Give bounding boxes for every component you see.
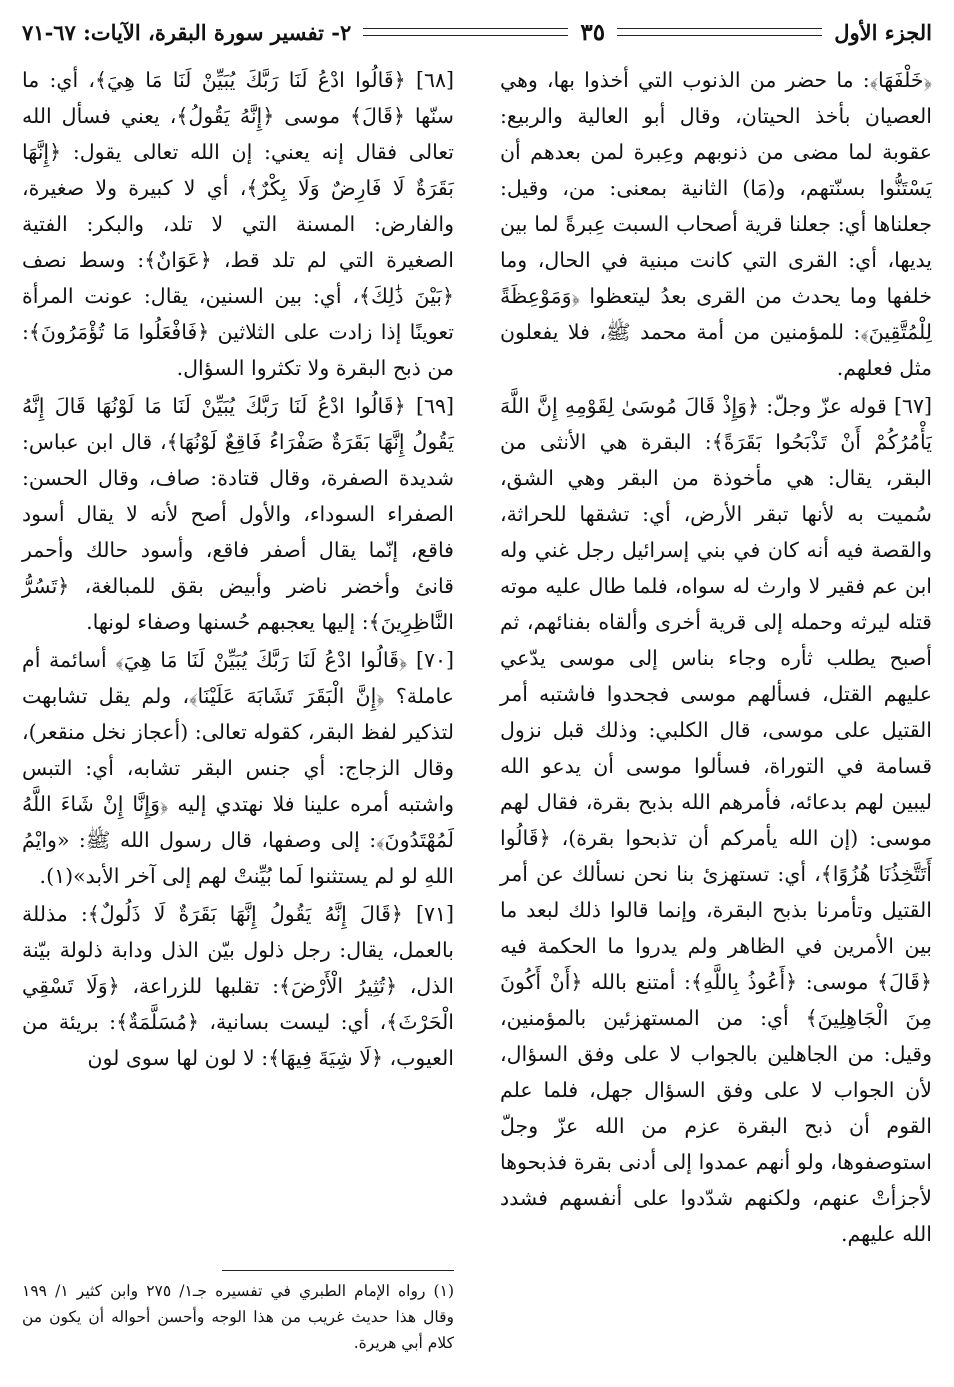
paragraph: [٧١] ﴿قَالَ إِنَّهُ يَقُولُ إِنَّهَا بَقَرَةٌ لَا ذَلُولٌ﴾: مذللة بالعمل، يقال: رجل ذلول بيّن الذل ودابة ذلولة بيّنة الذل، ﴿تُثِيرُ الْأَرْضَ﴾: تقلبها للزراعة، ﴿وَلَا تَسْقِي الْحَرْثَ﴾، أي: ليست بسانية، ﴿مُسَلَّمَةٌ﴾: بريئة من العيوب، ﴿لَا شِيَةَ فِيهَا﴾: لا لون لها سوى لون <box>22 902 454 1070</box>
section-title: ٢- تفسير سورة البقرة، الآيات: ٦٧-٧١ <box>22 19 352 45</box>
header-rule-left <box>363 28 568 36</box>
right-text-column <box>500 62 932 1362</box>
volume-part-label: الجزء الأول <box>834 19 932 45</box>
footnote: (١) رواه الإمام الطبري في تفسيره جـ١/ ٢٧٥ وابن كثير ١/ ١٩٩ وقال هذا حديث غريب من هذا الوجه وأحسن أحواله أن يكون من كلام أبي هريرة. <box>22 1282 454 1352</box>
paragraph: ﴿خَلْفَهَا﴾: ما حضر من الذنوب التي أخذوا بها، وهي العصيان بأخذ الحيتان، وقال أبو العالية والربيع: عقوبة لما مضى من ذنوبهم وعِبرة لمن بعدهم أن يَسْتَنُّوا بسنّتهم، و(مَا) الثانية بمعنى: من، وقيل: جعلناها أي: جعلنا قرية أصحاب السبت عِبرةً لما بين يديها، أي: القرى التي كانت مبنية في الحال، وما خلفها وما يحدث من القرى بعدُ ليتعظوا ﴿وَمَوْعِظَةً لِلْمُتَّقِينَ﴾: للمؤمنين من أمة محمد ﷺ، فلا يفعلون مثل فعلهم. <box>500 68 932 380</box>
paragraph: [٧٠] ﴿قَالُوا ادْعُ لَنَا رَبَّكَ يُبَيِّنْ لَنَا مَا هِيَ﴾ أسائمة أم عاملة؟ ﴿إِنَّ الْبَقَرَ تَشَابَهَ عَلَيْنَا﴾، ولم يقل تشابهت لتذكير لفظ البقر، كقوله تعالى: (أعجاز نخل منقعر)، وقال الزجاج: أي جنس البقر تشابه، أي: التبس واشتبه أمره علينا فلا نهتدي إليه ﴿وَإِنَّا إِنْ شَاءَ اللَّهُ لَمُهْتَدُونَ﴾: إلى وصفها، قال رسول الله ﷺ: «وايْمُ اللهِ لو لم يستثنوا لَما بُيِّنتْ لهم إلى آخر الأبد»(١). <box>22 648 454 888</box>
paragraph: [٦٨] ﴿قَالُوا ادْعُ لَنَا رَبَّكَ يُبَيِّنْ لَنَا مَا هِيَ﴾، أي: ما سنّها ﴿قَالَ﴾ موسى ﴿إِنَّهُ يَقُولُ﴾، يعني فسأل الله تعالى فقال إنه يعني: إن الله تعالى يقول: ﴿إِنَّهَا بَقَرَةٌ لَا فَارِضٌ وَلَا بِكْرٌ﴾، أي لا كبيرة ولا صغيرة، والفارض: المسنة التي لا تلد، والبكر: الفتية الصغيرة التي لم تلد قط، ﴿عَوَانٌ﴾: وسط نصف ﴿بَيْنَ ذَٰلِكَ﴾، أي: بين السنين، يقال: عونت المرأة تعوينًا إذا زادت على الثلاثين ﴿فَافْعَلُوا مَا تُؤْمَرُونَ﴾: من ذبح البقرة ولا تكثروا السؤال. <box>22 68 454 380</box>
paragraph: [٦٩] ﴿قَالُوا ادْعُ لَنَا رَبَّكَ يُبَيِّنْ لَنَا مَا لَوْنُهَا قَالَ إِنَّهُ يَقُولُ إِنَّهَا بَقَرَةٌ صَفْرَاءُ فَاقِعٌ لَوْنُهَا﴾، قال ابن عباس: شديدة الصفرة، وقال قتادة: صاف، وقال الحسن: الصفراء السوداء، والأول أصح لأنه لا يقال أسود فاقع، إنّما يقال أصفر فاقع، وأسود حالك وأحمر قانئ وأخضر ناضر وأبيض بقق للمبالغة، ﴿تَسُرُّ النَّاظِرِينَ﴾: إليها يعجبهم حُسنها وصفاء لونها. <box>22 394 454 634</box>
page-number: ٣٥ <box>580 18 606 46</box>
paragraph: [٦٧] قوله عزّ وجلّ: ﴿وَإِذْ قَالَ مُوسَىٰ لِقَوْمِهِ إِنَّ اللَّهَ يَأْمُرُكُمْ أَنْ تَذْبَحُوا بَقَرَةً﴾: البقرة هي الأنثى من البقر، يقال: هي مأخوذة من البقر وهي الشق، سُميت به لأنها تبقر الأرض، أي: تشقها للحراثة، والقصة فيه أنه كان في بني إسرائيل رجل غني وله ابن عم فقير لا وارث له سواه، فلما طال عليه موته قتله ليرثه وحمله إلى قرية أخرى وألقاه بفنائهم، ثم أصبح يطلب ثأره وجاء بناس إلى موسى يدّعي عليهم القتل، فسألهم موسى فجحدوا فاشتبه أمر القتيل على موسى، قال الكلبي: وذلك قبل نزول قسامة في التوراة، فسألوا موسى أن يدعو الله ليبين لهم بدعائه، فأمرهم الله بذبح بقرة، فقال لهم موسى: (إن الله يأمركم أن تذبحوا بقرة)، ﴿قَالُوا أَتَتَّخِذُنَا هُزُوًا﴾، أي: تستهزئ بنا نحن نسألك عن أمر القتيل وتأمرنا بذبح البقرة، وإنما قالوا ذلك لبعد ما بين الأمرين في الظاهر ولم يدروا ما الحكمة فيه ﴿قَالَ﴾ موسى: ﴿أَعُوذُ بِاللَّهِ﴾: أمتنع بالله ﴿أَنْ أَكُونَ مِنَ الْجَاهِلِينَ﴾ أي: من المستهزئين بالمؤمنين، وقيل: من الجاهلين بالجواب لا على وفق السؤال، لأن الجواب لا على وفق السؤال جهل، فلما علم القوم أن ذبح البقرة عزم من الله عزّ وجلّ استوصفوها، ولو أنهم عمدوا إلى أدنى بقرة فذبحوها لأجزأتْ عنهم، ولكنهم شدّدوا على أنفسهم فشدد الله عليهم. <box>500 394 932 1246</box>
footnote-divider <box>222 1270 454 1271</box>
page-header <box>22 12 932 52</box>
header-rule-right <box>617 28 822 36</box>
left-text-column <box>22 62 454 1072</box>
